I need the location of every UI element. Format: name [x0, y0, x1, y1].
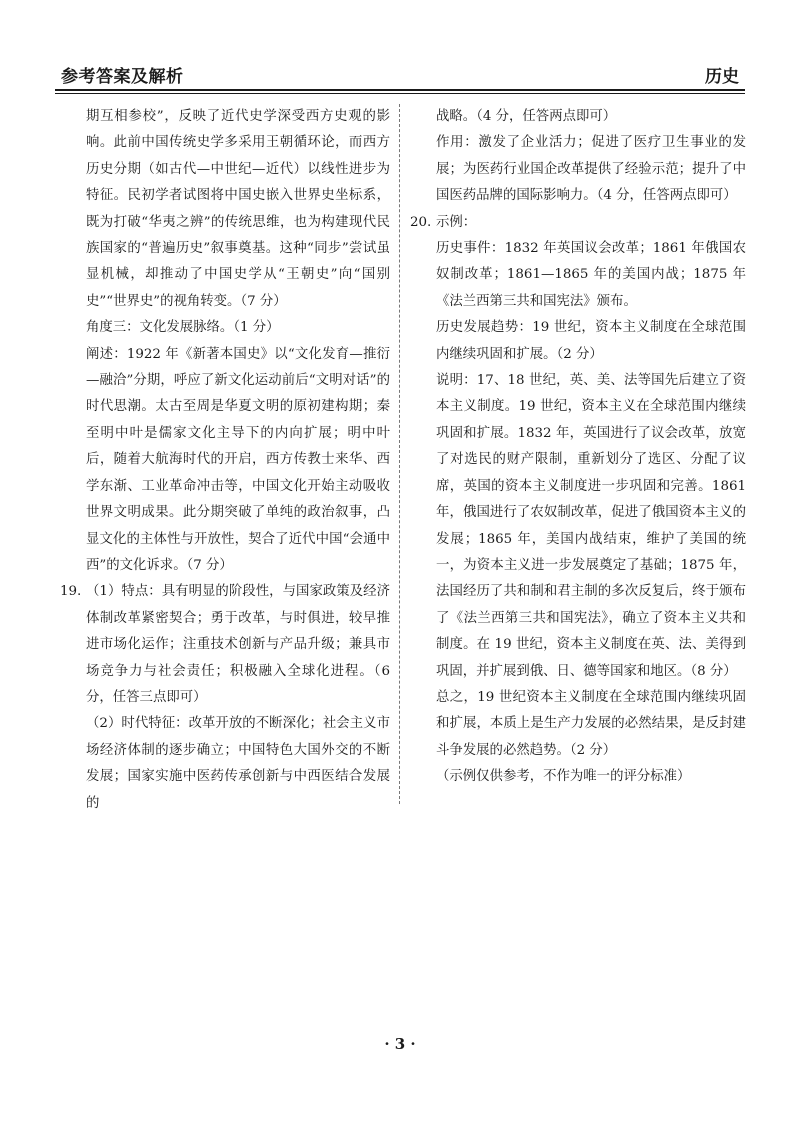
- question-number: 19.: [60, 584, 82, 600]
- paragraph: 总之，19 世纪资本主义制度在全球范围内继续巩固和扩展，本质上是生产力发展的必然结果，是反封建斗争发展的必然趋势。（2 分）: [436, 689, 746, 758]
- paragraph: 角度三：文化发展脉络。（1 分）: [86, 320, 280, 336]
- question-19: [60, 579, 390, 817]
- paragraph: （2）时代特征：改革开放的不断深化；社会主义市场经济体制的逐步确立；中国特色大国外交的不断发展；国家实施中医药传承创新与中西医结合发展的: [86, 716, 390, 811]
- paragraph: 历史发展趋势：19 世纪，资本主义制度在全球范围内继续巩固和扩展。（2 分）: [436, 320, 746, 362]
- left-column: [60, 104, 390, 817]
- subject-title: 历史: [705, 67, 739, 87]
- paragraph: 历史事件：1832 年英国议会改革；1861 年俄国农奴制改革；1861—1865 年的美国内战；1875 年《法兰西第三共和国宪法》颁布。: [436, 241, 746, 309]
- paragraph: （1）特点：具有明显的阶段性，与国家政策及经济体制改革紧密契合；勇于改革，与时俱进，较早推进市场化运作；注重技术创新与产品升级；兼具市场竞争力与社会责任；积极融入全球化进程。（6 分，任答三点即可）: [86, 584, 390, 705]
- paragraph: 阐述：1922 年《新著本国史》以“文化发育—推衍—融洽”分期，呼应了新文化运动前后“文明对话”的时代思潮。太古至周是华夏文明的原初建构期；秦至明中叶是儒家文化主导下的内向扩展；明中叶后，随着大航海时代的开启，西方传教士来华、西学东渐、工业革命冲击等，中国文化开始主动吸收世界文明成果。此分期突破了单纯的政治叙事，凸显文化的主体性与开放性，契合了近代中国“会通中西”的文化诉求。（7 分）: [86, 346, 390, 573]
- question-number: 20.: [410, 214, 432, 230]
- header-rule-thick: [55, 89, 745, 91]
- column-divider: [399, 104, 400, 804]
- right-column: [410, 104, 746, 791]
- question-20: [410, 210, 746, 791]
- paragraph: 作用：激发了企业活力；促进了医疗卫生事业的发展；为医药行业国企改革提供了经验示范；提升了中国医药品牌的国际影响力。（4 分，任答两点即可）: [436, 135, 746, 204]
- paragraph: 战略。（4 分，任答两点即可）: [436, 109, 617, 124]
- paragraph: 说明：17、18 世纪，英、美、法等国先后建立了资本主义制度。19 世纪，资本主义在全球范围内继续巩固和扩展。1832 年，英国进行了议会改革，放宽了对选民的财产限制，重新划分了选区、分配了议席，英国的资本主义制度进一步巩固和完善。1861 年，俄国进行了农奴制改革，促进了俄国资本主义的发展；1865 年，美国内战结束，维护了美国的统一，为资本主义进一步发展奠定了基础；1875 年，法国经历了共和制和君主制的多次反复后，终于颁布了《法兰西第三共和国宪法》，确立了资本主义共和制度。在 19 世纪，资本主义制度在英、法、美得到巩固，并扩展到俄、日、德等国家和地区。（8 分）: [436, 373, 746, 679]
- page-header: [55, 58, 745, 88]
- paragraph: 示例：: [436, 214, 477, 230]
- page-number: · 3 ·: [384, 1035, 416, 1053]
- paragraph: （示例仅供参考，不作为唯一的评分标准）: [436, 769, 691, 785]
- paragraph: 期互相参校”，反映了近代史学深受西方史观的影响。此前中国传统史学多采用王朝循环论，而西方历史分期（如古代—中世纪—近代）以线性进步为特征。民初学者试图将中国史嵌入世界史坐标系，既为打破“华夷之辨”的传统思维，也为构建现代民族国家的“普遍历史”叙事奠基。这种“同步”尝试虽显机械，却推动了中国史学从“王朝史”向“国别史”“世界史”的视角转变。（7 分）: [86, 109, 390, 309]
- header-rule-thin: [55, 93, 745, 94]
- running-title: 参考答案及解析: [61, 67, 184, 87]
